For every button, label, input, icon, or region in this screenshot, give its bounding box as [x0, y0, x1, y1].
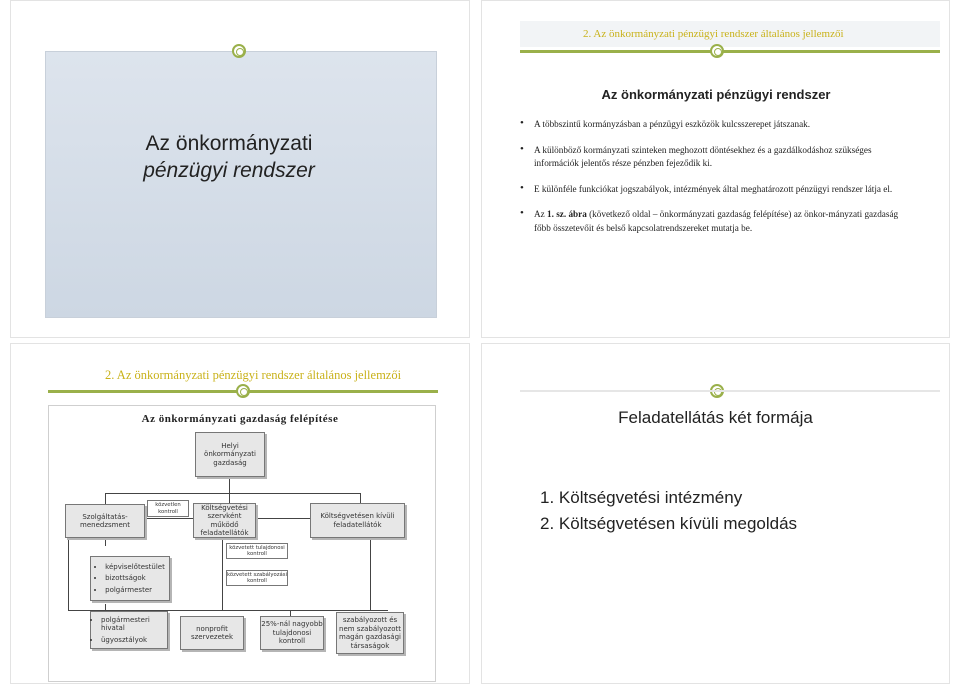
figure-title: Az önkormányzati gazdaság felépítése: [141, 413, 339, 425]
node-budget-organisations: Költségvetési szervként működő feladatellátók: [193, 503, 256, 538]
ring-ornament-icon: [710, 44, 724, 58]
node-indirect-owner-control: közvetett tulajdonosi kontroll: [226, 543, 288, 559]
node-indirect-regulatory-control: közvetett szabályozási kontroll: [227, 571, 287, 584]
node-regulated-companies: szabályozott és nem szabályozott magán gazdasági társaságok: [336, 612, 404, 654]
node-mayor-office-list: [90, 611, 168, 649]
list-item: 1. Költségvetési intézmény: [540, 488, 743, 507]
bullet-item: • A különböző kormányzati szinteken meghozott döntésekhez és a gazdálkodáshoz szükséges információk jelentős része pénzben fejeződik ki.: [520, 144, 915, 171]
connector-line: [105, 538, 106, 546]
list-item: • polgármester: [105, 586, 165, 595]
connector-line: [229, 493, 230, 503]
connector-line: [105, 493, 360, 494]
node-off-budget-providers: Költségvetésen kívüli feladatellátók: [310, 503, 405, 538]
divider-band: [520, 390, 940, 392]
bullet-item: • E különféle funkciókat jogszabályok, intézmények által meghatározott pénzügyi rendszer látja el.: [520, 183, 915, 197]
connector-line: [68, 538, 69, 610]
slide-3-header: 2. Az önkormányzati pénzügyi rendszer általános jellemzői: [105, 368, 402, 382]
list-item: • polgármesteri hivatal: [101, 616, 167, 633]
bullet-item: • A többszintű kormányzásban a pénzügyi eszközök kulcsszerepet játszanak.: [520, 118, 915, 132]
green-band: [520, 50, 940, 53]
slide-2-bullets: [520, 118, 915, 247]
connector-line: [256, 518, 310, 519]
node-direct-control: közvetlen kontroll: [147, 500, 189, 517]
connector-line: [370, 538, 371, 610]
node-local-government-economy: Helyi önkormányzati gazdaság: [195, 432, 265, 477]
connector-line: [105, 604, 106, 610]
slide-4-title: Feladatellátás két formája: [618, 408, 813, 427]
slide-4-list: [540, 485, 797, 537]
list-item: • képviselőtestület: [105, 563, 165, 572]
slide-1-title: Az önkormányzati pénzügyi rendszer: [143, 132, 315, 182]
node-nonprofit: nonprofit szervezetek: [180, 616, 244, 650]
slide-2-heading: Az önkormányzati pénzügyi rendszer: [601, 87, 831, 102]
list-item: • ügyosztályok: [101, 636, 167, 645]
ring-ornament-icon: [236, 384, 250, 398]
title-panel: [45, 51, 437, 318]
ring-ornament-icon: [232, 44, 246, 58]
connector-line: [222, 538, 223, 610]
list-item: • bizottságok: [105, 574, 165, 583]
bullet-item: • Az 1. sz. ábra (következő oldal – önkormányzati gazdaság felépítése) az önkor-mányzati gazdaság főbb összetevőit és belső kapcsolatrendszereket mutatja be.: [520, 208, 915, 235]
connector-line: [145, 518, 193, 519]
node-service-management: Szolgáltatás-menedzsment: [65, 504, 145, 538]
connector-line: [360, 493, 361, 503]
connector-line: [229, 477, 230, 493]
list-item: 2. Költségvetésen kívüli megoldás: [540, 514, 798, 533]
node-ownership-control: 25%-nál nagyobb tulajdonosi kontroll: [260, 616, 324, 650]
slide-2-header: 2. Az önkormányzati pénzügyi rendszer általános jellemzői: [583, 28, 844, 40]
node-governing-bodies-list: [90, 556, 170, 601]
